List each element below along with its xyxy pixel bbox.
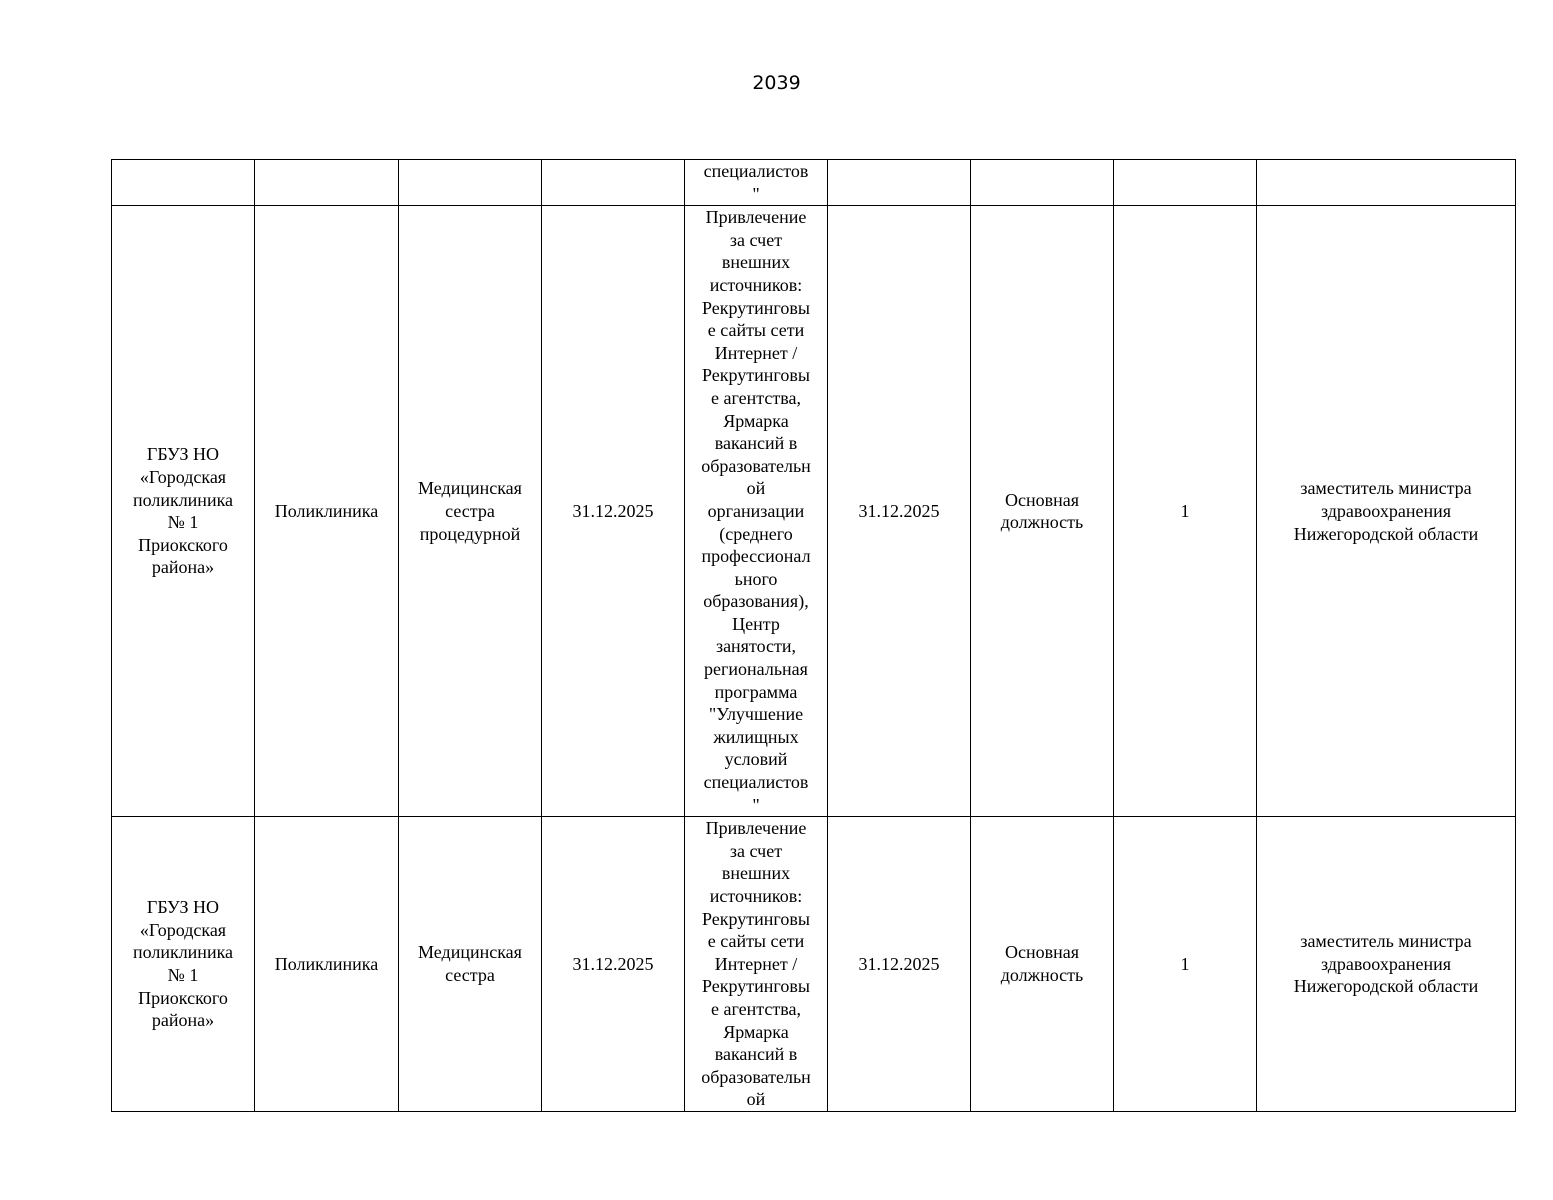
cell-line: " <box>752 794 760 815</box>
cell-line: специалистов <box>703 772 809 793</box>
cell-line: Приокского <box>138 534 228 555</box>
cell-line: Основная <box>1004 489 1080 510</box>
department-cell: Поликлиника <box>255 817 399 1112</box>
cell-line: заместитель министра <box>1300 478 1472 499</box>
cell-line: сестра <box>445 965 495 986</box>
table-row <box>112 817 1516 1112</box>
cell-line: профессионал <box>701 546 811 567</box>
cell-line: образовательн <box>701 455 811 476</box>
cell-line: образовательн <box>701 1066 811 1087</box>
responsible-cell <box>1257 160 1516 206</box>
cell-line: Медицинская <box>418 942 522 963</box>
cell-line: района» <box>151 557 215 578</box>
cell-line: должность <box>1000 512 1084 533</box>
cell-line: должность <box>1000 965 1084 986</box>
cell-line: Привлечение <box>705 207 807 228</box>
cell-line: поликлиника <box>132 489 234 510</box>
cell-line: ГБУЗ НО <box>146 444 220 465</box>
count-cell <box>1114 160 1257 206</box>
cell-line: Привлечение <box>705 818 807 839</box>
position-cell <box>399 817 542 1112</box>
count-cell: 1 <box>1114 817 1257 1112</box>
employment-type-cell <box>971 206 1114 817</box>
cell-line: Основная <box>1004 942 1080 963</box>
sources-cell <box>685 160 828 206</box>
cell-line: программа <box>714 681 798 702</box>
cell-line: Нижегородской области <box>1293 523 1479 544</box>
cell-line: «Городская <box>139 919 227 940</box>
cell-line: вакансий в <box>714 433 798 454</box>
cell-line: жилищных <box>713 726 799 747</box>
cell-line: № 1 <box>167 512 199 533</box>
cell-line: специалистов <box>703 161 809 181</box>
cell-line: е сайты сети <box>707 931 805 952</box>
institution-cell <box>112 206 255 817</box>
cell-line: е сайты сети <box>707 320 805 341</box>
cell-line: Рекрутинговы <box>702 908 810 929</box>
table-row <box>112 160 1516 206</box>
cell-line: источников: <box>709 886 803 906</box>
cell-line: здравоохранения <box>1320 500 1452 521</box>
cell-line: № 1 <box>167 965 199 986</box>
cell-line: Ярмарка <box>723 1021 789 1042</box>
cell-line: Центр <box>732 613 780 634</box>
cell-line: Рекрутинговы <box>702 365 810 386</box>
responsible-cell <box>1257 206 1516 817</box>
cell-line: за счет <box>729 229 783 250</box>
cell-line: е агентства, <box>711 387 801 408</box>
cell-line: "Улучшение <box>708 704 804 725</box>
cell-line: ьного <box>734 568 778 589</box>
cell-line: сестра <box>445 500 495 521</box>
cell-line: Приокского <box>138 987 228 1008</box>
page-number: 2039 <box>752 72 801 94</box>
cell-line: Интернет / <box>714 953 798 974</box>
cell-line: е агентства, <box>711 998 801 1019</box>
cell-line: Интернет / <box>714 342 798 363</box>
table-row <box>112 206 1516 817</box>
deadline-cell: 31.12.2025 <box>542 206 685 817</box>
employment-type-cell <box>971 817 1114 1112</box>
cell-line: «Городская <box>139 467 227 488</box>
cell-line: источников: <box>709 274 803 295</box>
data-table <box>111 159 1516 1112</box>
employment-type-cell <box>971 160 1114 206</box>
cell-line: заместитель министра <box>1300 931 1472 952</box>
deadline-cell: 31.12.2025 <box>542 817 685 1112</box>
responsible-cell <box>1257 817 1516 1112</box>
cell-line: за счет <box>729 840 783 861</box>
fill-date-cell <box>828 160 971 206</box>
cell-line: " <box>752 183 760 204</box>
position-cell <box>399 206 542 817</box>
cell-line: занятости, <box>715 636 797 657</box>
cell-line: образования), <box>703 591 809 612</box>
cell-line: Рекрутинговы <box>702 297 810 318</box>
cell-line: внешних <box>721 252 791 273</box>
cell-line: Нижегородской области <box>1293 976 1479 997</box>
fill-date-cell: 31.12.2025 <box>828 206 971 817</box>
cell-line: ГБУЗ НО <box>146 897 220 918</box>
cell-line: здравоохранения <box>1320 953 1452 974</box>
cell-line: Рекрутинговы <box>702 976 810 997</box>
cell-line: (среднего <box>719 523 793 544</box>
institution-cell <box>112 160 255 206</box>
sources-cell <box>685 817 828 1112</box>
position-cell <box>399 160 542 206</box>
cell-line: ой <box>746 478 766 499</box>
cell-line: внешних <box>721 863 791 884</box>
cell-line: процедурной <box>419 523 521 544</box>
fill-date-cell: 31.12.2025 <box>828 817 971 1112</box>
cell-line: района» <box>151 1010 215 1031</box>
cell-line: организации <box>707 500 805 521</box>
department-cell: Поликлиника <box>255 206 399 817</box>
cell-line: Медицинская <box>418 478 522 499</box>
cell-line: ой <box>746 1089 766 1110</box>
sources-cell <box>685 206 828 817</box>
cell-line: региональная <box>704 659 808 680</box>
department-cell <box>255 160 399 206</box>
count-cell: 1 <box>1114 206 1257 817</box>
cell-line: Ярмарка <box>723 410 789 431</box>
deadline-cell <box>542 160 685 206</box>
cell-line: поликлиника <box>132 942 234 963</box>
cell-line: вакансий в <box>714 1044 798 1065</box>
institution-cell <box>112 817 255 1112</box>
cell-line: условий <box>724 749 788 770</box>
